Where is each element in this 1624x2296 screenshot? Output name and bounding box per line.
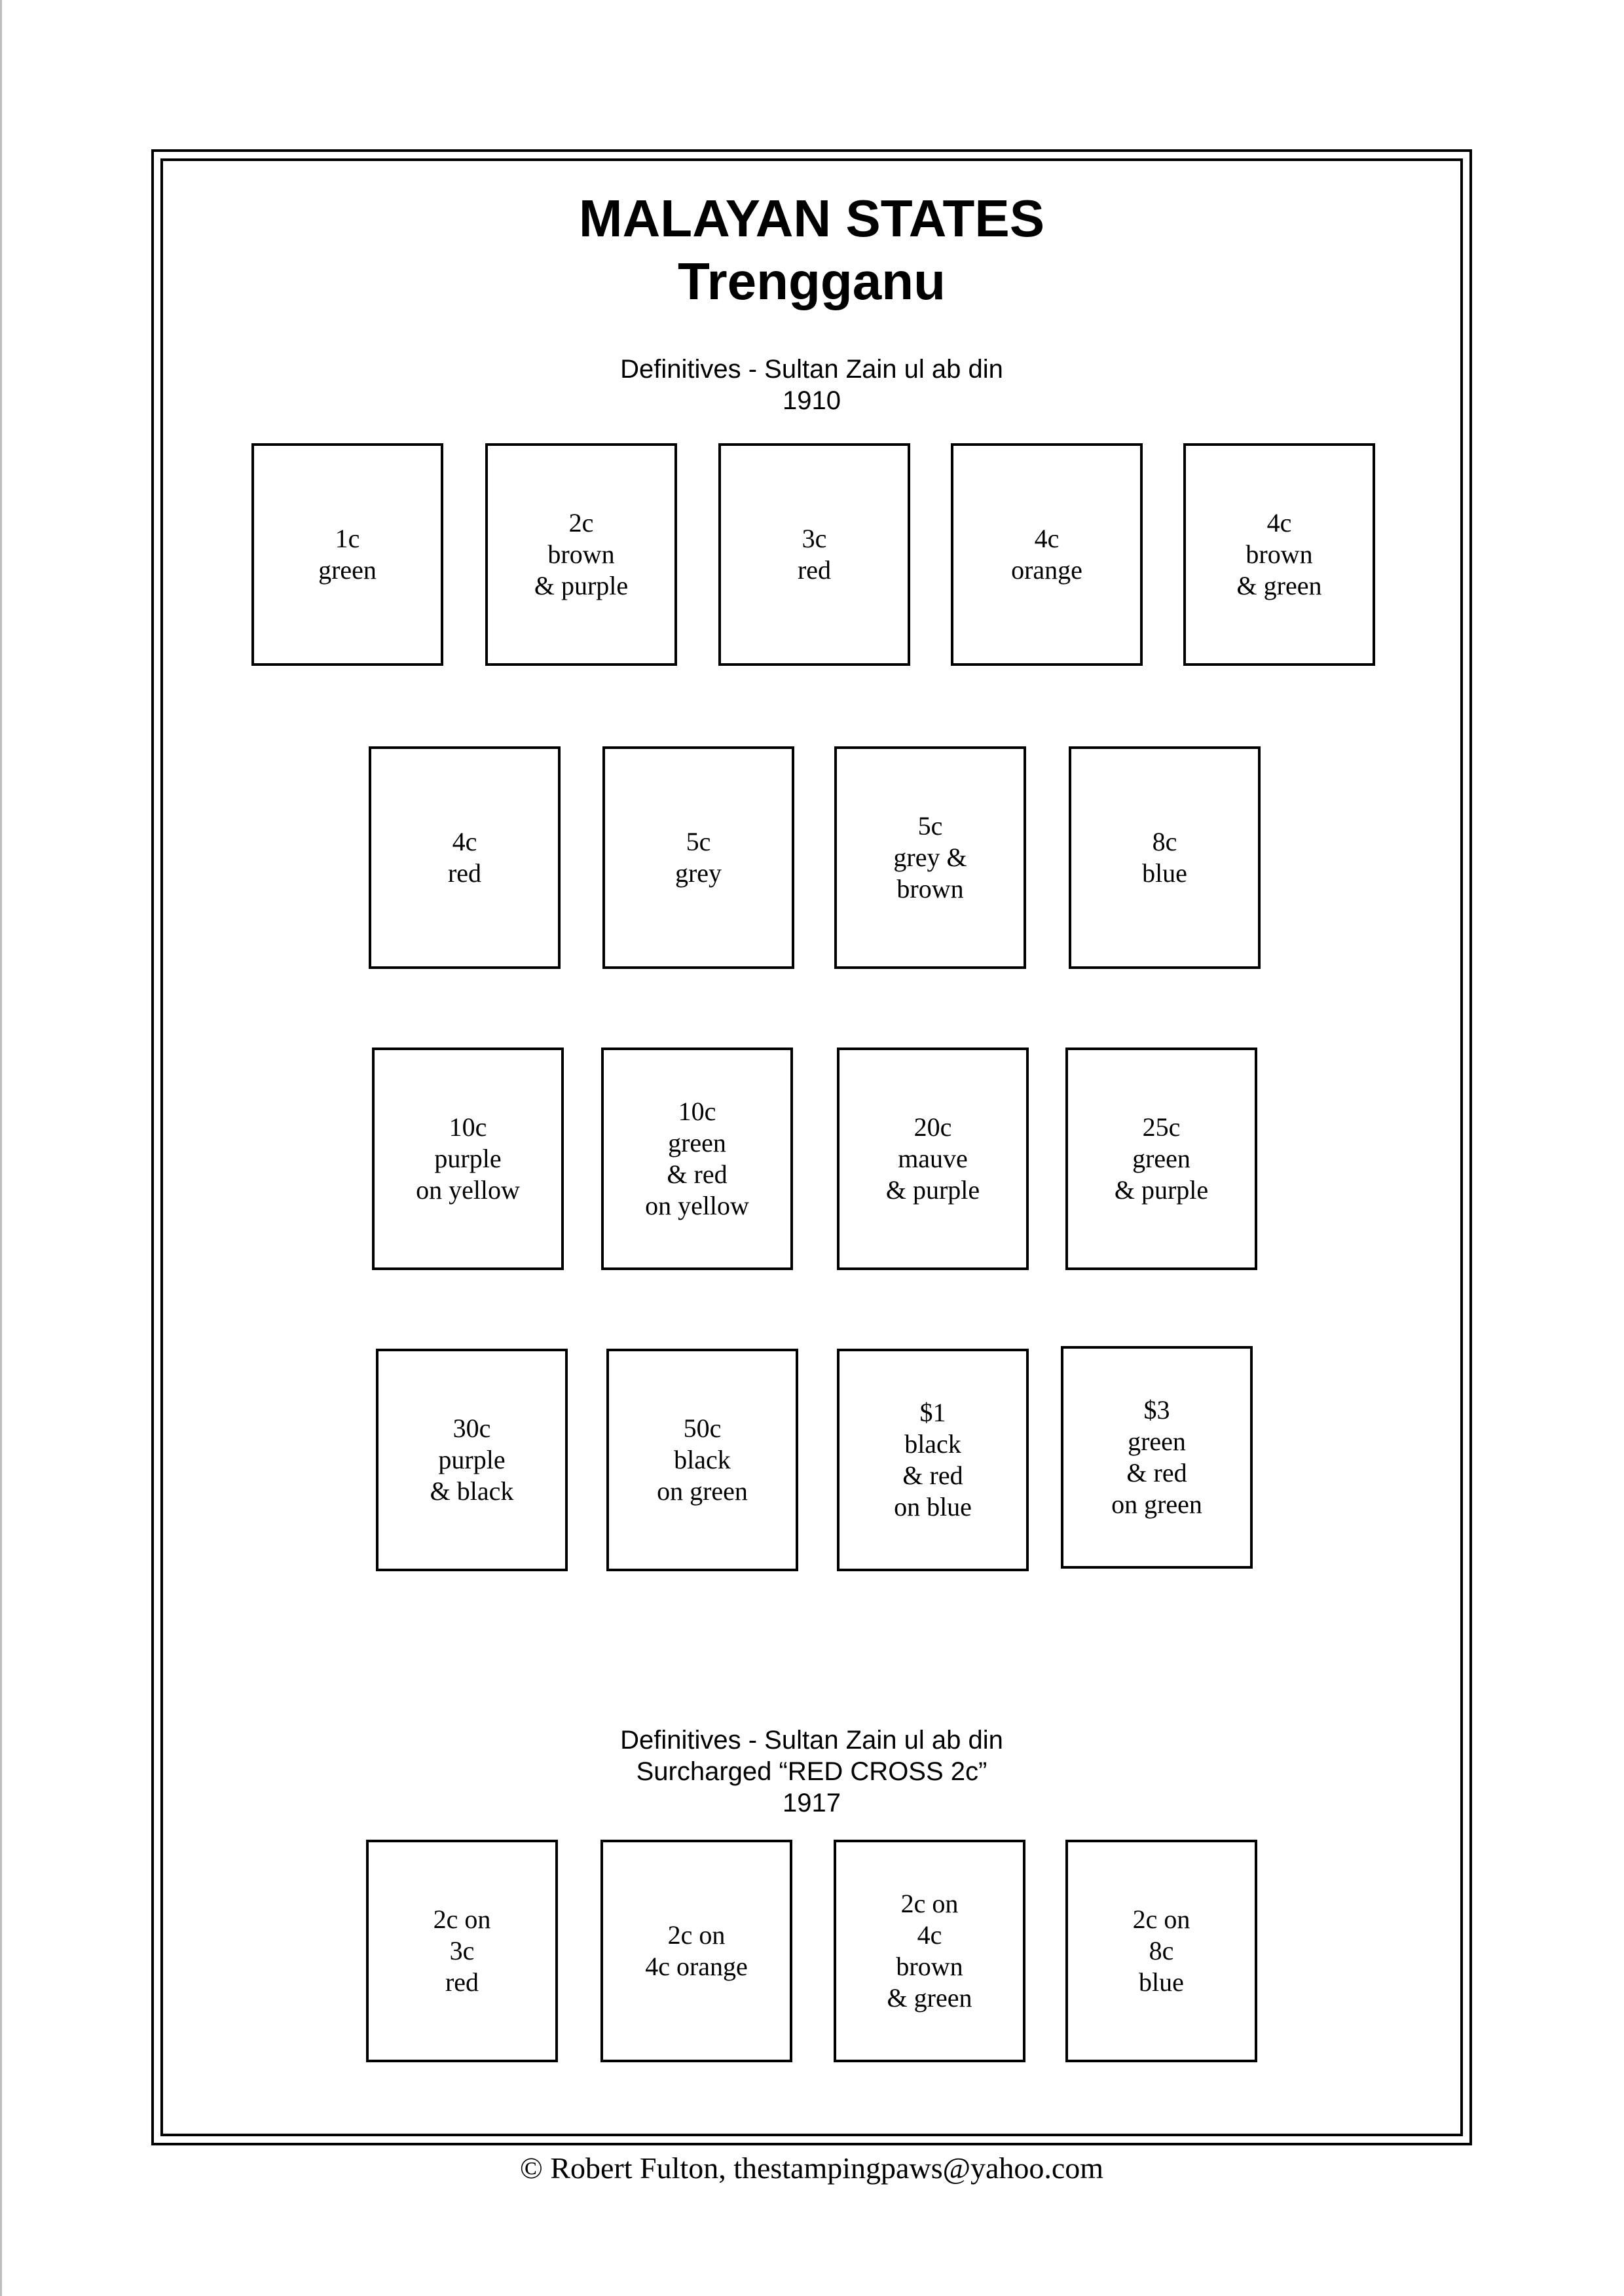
stamp-label: 2c brown & purple	[534, 508, 629, 600]
stamp-label: 2c on 4c brown & green	[887, 1889, 972, 2013]
stamp-label: 20c mauve & purple	[885, 1112, 980, 1205]
stamp-label: 5c grey	[674, 827, 722, 888]
stamp-label: 2c on 3c red	[433, 1904, 491, 1997]
stamp-label: 3c red	[797, 524, 832, 585]
stamp-label: 8c blue	[1142, 827, 1187, 888]
stamp-space	[1183, 443, 1375, 666]
page-edge	[0, 0, 2, 2296]
stamp-label: $1 black & red on blue	[894, 1398, 972, 1522]
stamp-space	[251, 443, 443, 666]
stamp-space	[1065, 1048, 1257, 1270]
stamp-label: 2c on 8c blue	[1132, 1904, 1190, 1997]
stamp-space	[718, 443, 910, 666]
stamp-label: 2c on 4c orange	[645, 1920, 748, 1981]
section-2-year: 1917	[783, 1789, 841, 1817]
section-1-year: 1910	[783, 386, 841, 415]
stamp-space	[366, 1840, 558, 2062]
stamp-label: 10c purple on yellow	[416, 1112, 520, 1205]
stamp-space	[601, 1048, 793, 1270]
section-2-surcharge: Surcharged “RED CROSS 2c”	[636, 1757, 987, 1786]
stamp-space	[1069, 746, 1261, 969]
copyright-footer: © Robert Fulton, thestampingpaws@yahoo.com	[519, 2151, 1104, 2185]
stamp-label: $3 green & red on green	[1111, 1395, 1202, 1519]
stamp-label: 30c purple & black	[430, 1413, 514, 1506]
stamp-space	[600, 1840, 792, 2062]
stamp-label: 50c black on green	[657, 1413, 748, 1506]
stamp-space	[834, 746, 1026, 969]
stamp-space	[485, 443, 677, 666]
stamp-space	[834, 1840, 1025, 2062]
stamp-space	[376, 1349, 568, 1571]
stamp-space	[837, 1048, 1029, 1270]
stamp-label: 4c brown & green	[1236, 508, 1322, 600]
section-1-heading: Definitives - Sultan Zain ul ab din	[620, 355, 1003, 384]
page-subtitle: Trengganu	[678, 252, 946, 310]
stamp-space	[602, 746, 794, 969]
stamp-space	[369, 746, 561, 969]
stamp-space	[1061, 1346, 1253, 1569]
stamp-space	[606, 1349, 798, 1571]
stamp-label: 4c red	[447, 827, 482, 888]
stamp-space	[837, 1349, 1029, 1571]
stamp-space	[1065, 1840, 1257, 2062]
stamp-label: 10c green & red on yellow	[645, 1097, 749, 1220]
stamp-label: 5c grey & brown	[893, 811, 967, 903]
stamp-label: 25c green & purple	[1114, 1112, 1209, 1205]
stamp-space	[372, 1048, 564, 1270]
stamp-label: 4c orange	[1011, 524, 1082, 585]
section-2-heading: Definitives - Sultan Zain ul ab din	[620, 1726, 1003, 1755]
stamp-space	[951, 443, 1143, 666]
stamp-label: 1c green	[318, 524, 377, 585]
page-title: MALAYAN STATES	[578, 189, 1045, 247]
